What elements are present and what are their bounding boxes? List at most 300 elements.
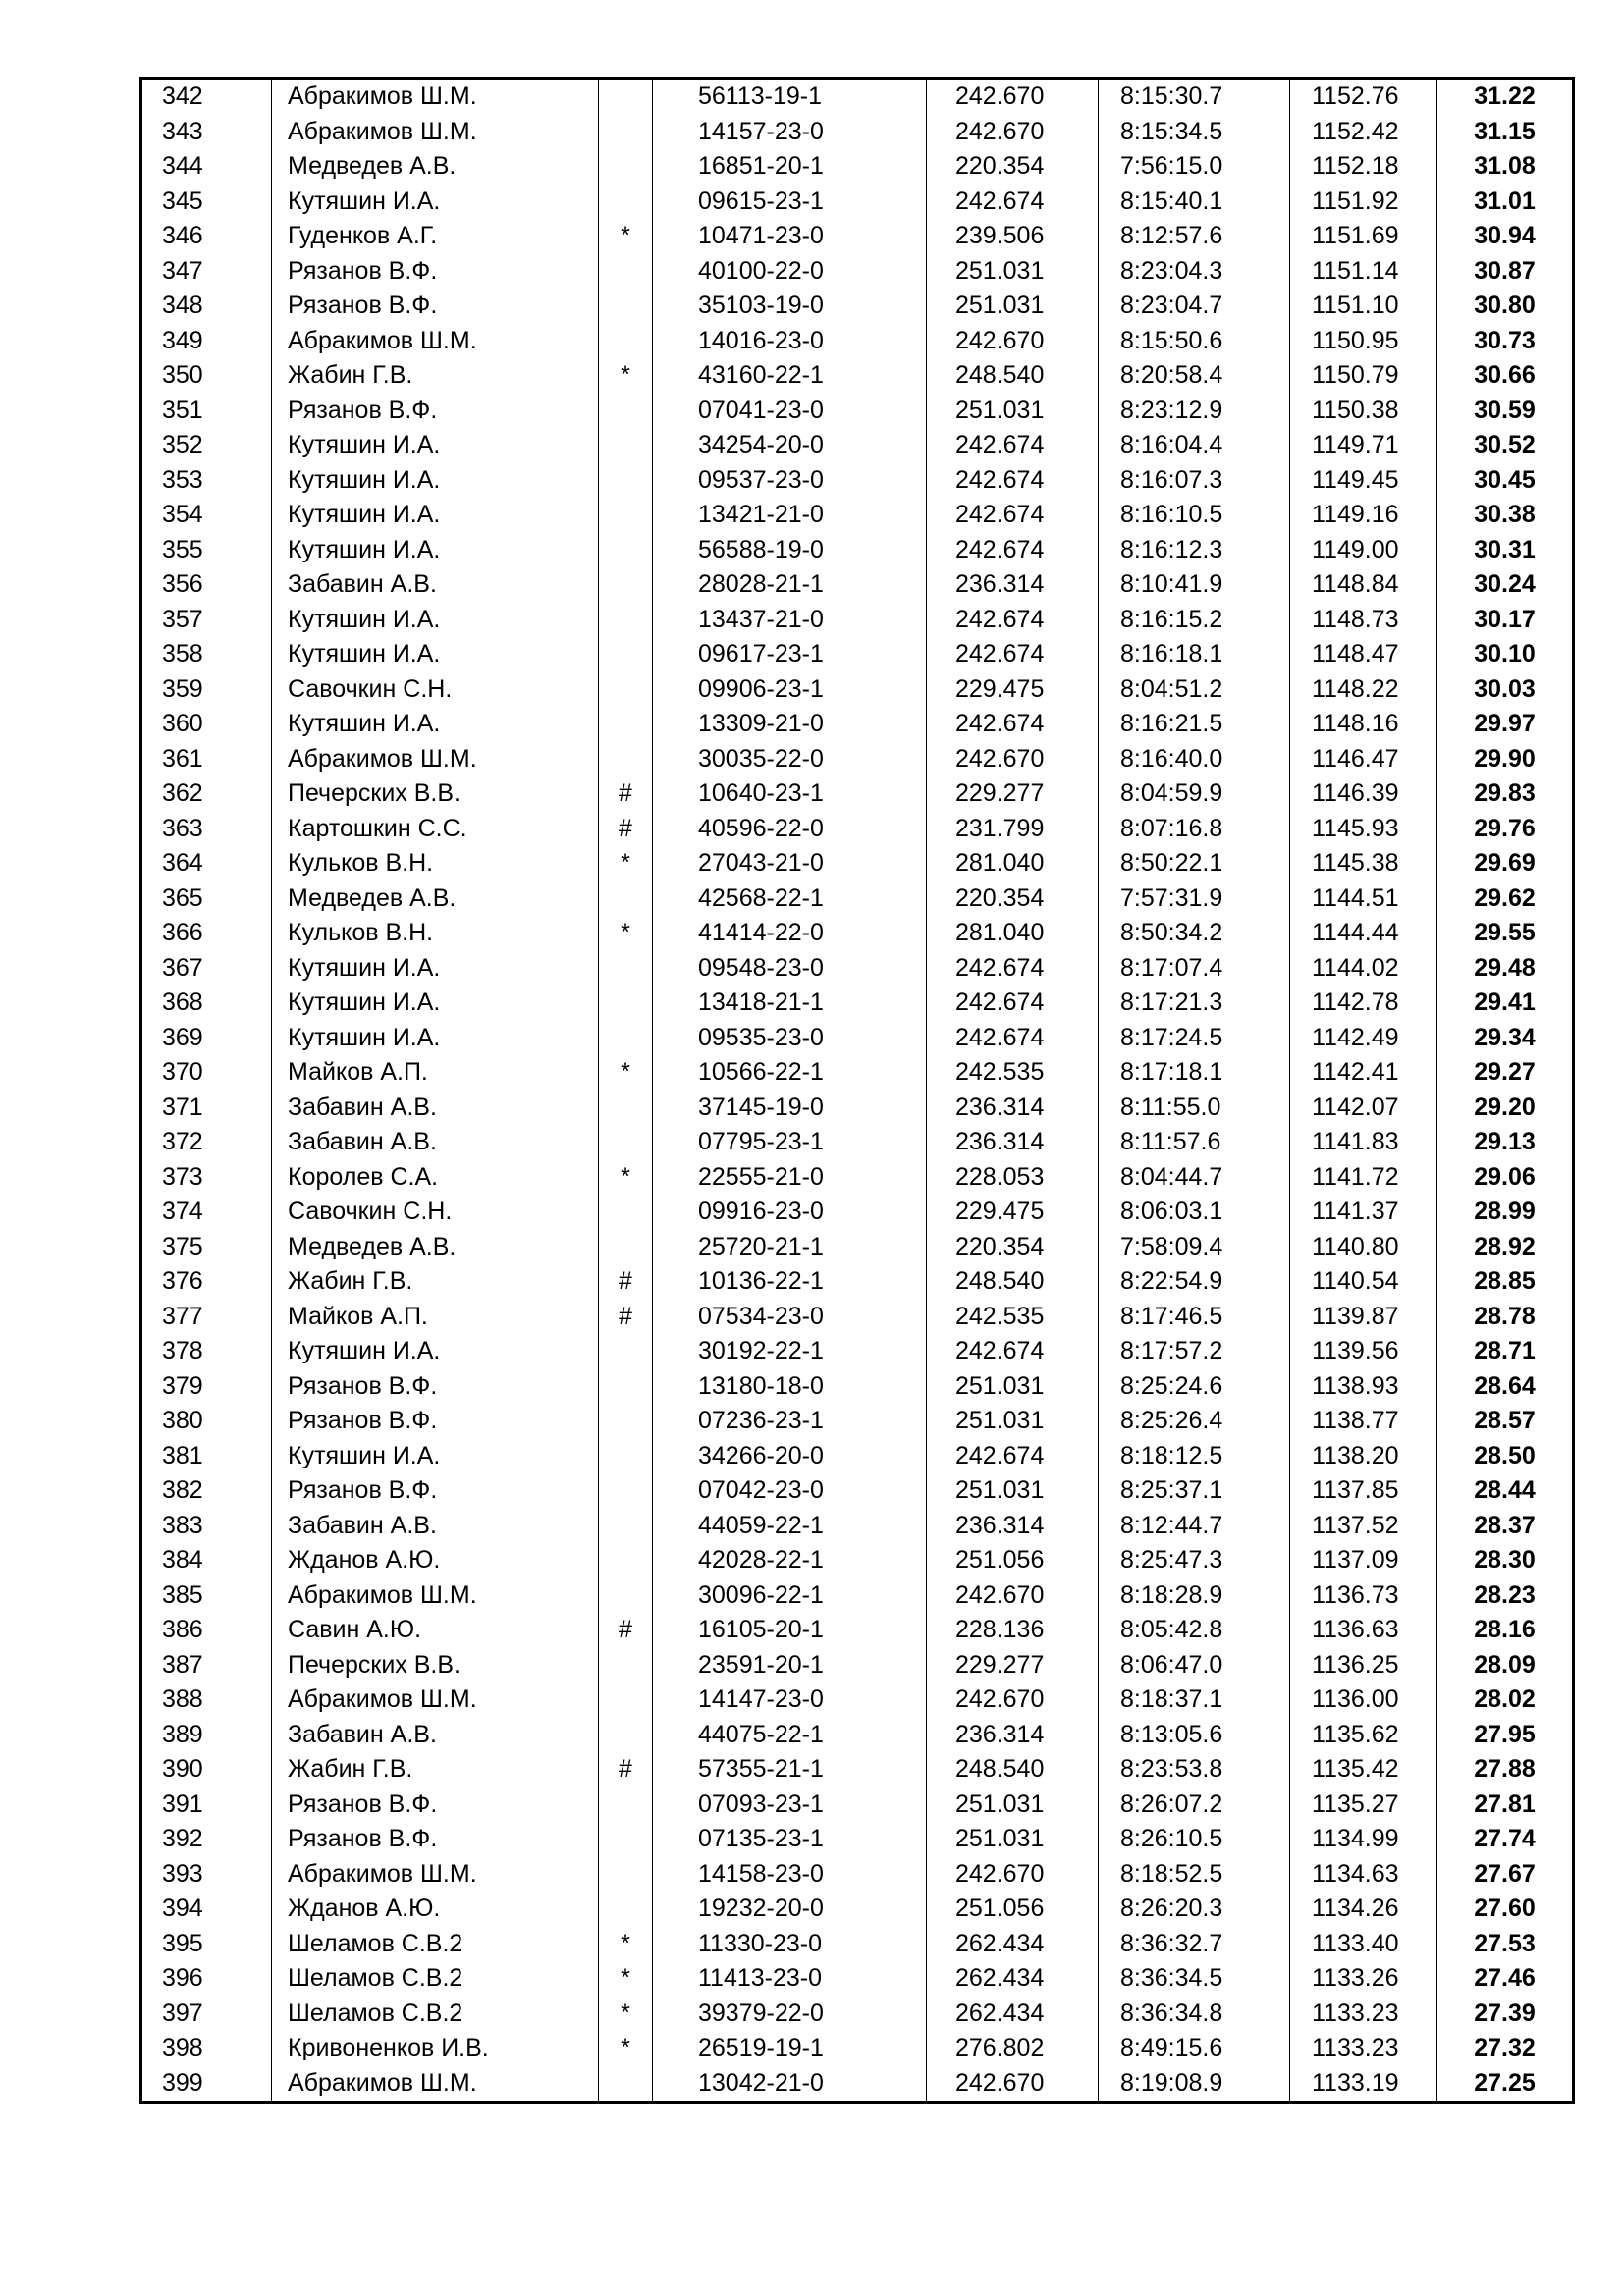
table-row: [141, 428, 1574, 463]
points-cell: 29.48: [1437, 951, 1574, 987]
flight-time-cell: 8:49:15.6: [1099, 2031, 1290, 2066]
speed-cell: 1141.83: [1290, 1125, 1437, 1160]
ring-number-cell: 10471-23-0: [653, 219, 927, 254]
mark-cell: [599, 1822, 653, 1857]
distance-cell: 262.434: [927, 1997, 1099, 2032]
place-cell: 370: [162, 1058, 203, 1086]
distance-cell: 228.136: [927, 1613, 1099, 1648]
place-cell: 381: [162, 1441, 203, 1469]
points-cell: 28.23: [1437, 1578, 1574, 1614]
ring-number-cell: 13418-21-1: [653, 986, 927, 1021]
distance-cell: 220.354: [927, 1230, 1099, 1265]
speed-cell: 1135.27: [1290, 1788, 1437, 1823]
fancier-name-cell: Кутяшин И.А.: [272, 603, 599, 638]
table-row: [141, 637, 1574, 672]
ring-number-cell: 11413-23-0: [653, 1961, 927, 1997]
points-cell: 30.17: [1437, 603, 1574, 638]
distance-cell: 228.053: [927, 1160, 1099, 1196]
distance-cell: 242.674: [927, 533, 1099, 568]
table-row: [141, 1091, 1574, 1126]
ring-number-cell: 42568-22-1: [653, 881, 927, 917]
place-cell: 396: [162, 1964, 203, 1992]
distance-cell: 242.674: [927, 1439, 1099, 1474]
flight-time-cell: 8:19:08.9: [1099, 2066, 1290, 2103]
points-cell: 30.31: [1437, 533, 1574, 568]
place-cell: 385: [162, 1580, 203, 1609]
place-cell: 394: [162, 1895, 203, 1922]
mark-cell: [599, 428, 653, 463]
speed-cell: 1140.80: [1290, 1230, 1437, 1265]
fancier-name-cell: Кутяшин И.А.: [272, 463, 599, 499]
points-cell: 30.03: [1437, 672, 1574, 708]
speed-cell: 1137.09: [1290, 1543, 1437, 1578]
speed-cell: 1142.07: [1290, 1091, 1437, 1126]
fancier-name-cell: Кутяшин И.А.: [272, 1334, 599, 1369]
place-cell: 383: [162, 1511, 203, 1539]
ring-number-cell: 16851-20-1: [653, 149, 927, 185]
ring-number-cell: 07135-23-1: [653, 1822, 927, 1857]
fancier-name-cell: Забавин А.В.: [272, 1718, 599, 1753]
speed-cell: 1133.40: [1290, 1927, 1437, 1962]
speed-cell: 1136.73: [1290, 1578, 1437, 1614]
points-cell: 31.08: [1437, 149, 1574, 185]
mark-cell: *: [599, 219, 653, 254]
distance-cell: 242.674: [927, 498, 1099, 533]
speed-cell: 1148.16: [1290, 707, 1437, 742]
distance-cell: 229.475: [927, 672, 1099, 708]
mark-cell: [599, 2066, 653, 2103]
ring-number-cell: 10640-23-1: [653, 776, 927, 812]
fancier-name-cell: Забавин А.В.: [272, 1125, 599, 1160]
points-cell: 28.78: [1437, 1300, 1574, 1335]
flight-time-cell: 8:10:41.9: [1099, 567, 1290, 603]
points-cell: 27.53: [1437, 1927, 1574, 1962]
fancier-name-cell: Рязанов В.Ф.: [272, 1473, 599, 1509]
flight-time-cell: 8:18:28.9: [1099, 1578, 1290, 1614]
fancier-name-cell: Кутяшин И.А.: [272, 498, 599, 533]
flight-time-cell: 8:18:12.5: [1099, 1439, 1290, 1474]
distance-cell: 242.674: [927, 603, 1099, 638]
mark-cell: #: [599, 812, 653, 847]
ring-number-cell: 14016-23-0: [653, 324, 927, 359]
mark-cell: [599, 1230, 653, 1265]
mark-cell: [599, 1857, 653, 1893]
points-cell: 27.39: [1437, 1997, 1574, 2032]
table-row: [141, 567, 1574, 603]
flight-time-cell: 8:12:57.6: [1099, 219, 1290, 254]
distance-cell: 242.674: [927, 463, 1099, 499]
speed-cell: 1144.44: [1290, 916, 1437, 951]
place-cell: 360: [162, 710, 203, 737]
table-row: [141, 1404, 1574, 1439]
table-row: [141, 1055, 1574, 1091]
speed-cell: 1133.26: [1290, 1961, 1437, 1997]
distance-cell: 220.354: [927, 149, 1099, 185]
mark-cell: [599, 533, 653, 568]
place-cell: 376: [162, 1267, 203, 1295]
speed-cell: 1136.25: [1290, 1648, 1437, 1683]
mark-cell: *: [599, 2031, 653, 2066]
results-body: [141, 79, 1574, 2103]
speed-cell: 1151.14: [1290, 254, 1437, 290]
mark-cell: [599, 951, 653, 987]
points-cell: 29.97: [1437, 707, 1574, 742]
mark-cell: *: [599, 1961, 653, 1997]
speed-cell: 1144.51: [1290, 881, 1437, 917]
points-cell: 30.10: [1437, 637, 1574, 672]
points-cell: 30.52: [1437, 428, 1574, 463]
ring-number-cell: 13421-21-0: [653, 498, 927, 533]
place-cell: 369: [162, 1023, 203, 1051]
table-row: [141, 1927, 1574, 1962]
ring-number-cell: 30192-22-1: [653, 1334, 927, 1369]
flight-time-cell: 8:15:34.5: [1099, 115, 1290, 150]
distance-cell: 220.354: [927, 881, 1099, 917]
place-cell: 366: [162, 919, 203, 946]
fancier-name-cell: Майков А.П.: [272, 1300, 599, 1335]
fancier-name-cell: Кутяшин И.А.: [272, 185, 599, 220]
flight-time-cell: 8:04:59.9: [1099, 776, 1290, 812]
place-cell: 355: [162, 535, 203, 563]
distance-cell: 251.056: [927, 1543, 1099, 1578]
ring-number-cell: 40100-22-0: [653, 254, 927, 290]
points-cell: 30.59: [1437, 394, 1574, 429]
flight-time-cell: 8:22:54.9: [1099, 1264, 1290, 1300]
speed-cell: 1142.49: [1290, 1021, 1437, 1056]
ring-number-cell: 09537-23-0: [653, 463, 927, 499]
points-cell: 28.09: [1437, 1648, 1574, 1683]
table-row: [141, 2031, 1574, 2066]
flight-time-cell: 8:13:05.6: [1099, 1718, 1290, 1753]
distance-cell: 242.535: [927, 1055, 1099, 1091]
points-cell: 27.81: [1437, 1788, 1574, 1823]
speed-cell: 1136.00: [1290, 1682, 1437, 1718]
table-row: [141, 1578, 1574, 1614]
ring-number-cell: 09548-23-0: [653, 951, 927, 987]
mark-cell: [599, 79, 653, 115]
points-cell: 29.83: [1437, 776, 1574, 812]
mark-cell: [599, 1718, 653, 1753]
fancier-name-cell: Рязанов В.Ф.: [272, 1369, 599, 1405]
fancier-name-cell: Абракимов Ш.М.: [272, 2066, 599, 2103]
mark-cell: [599, 149, 653, 185]
mark-cell: *: [599, 1997, 653, 2032]
distance-cell: 242.674: [927, 951, 1099, 987]
table-row: [141, 1021, 1574, 1056]
speed-cell: 1135.42: [1290, 1752, 1437, 1788]
fancier-name-cell: Абракимов Ш.М.: [272, 1857, 599, 1893]
speed-cell: 1152.76: [1290, 79, 1437, 115]
place-cell: 379: [162, 1371, 203, 1400]
ring-number-cell: 44059-22-1: [653, 1509, 927, 1544]
mark-cell: [599, 881, 653, 917]
mark-cell: [599, 637, 653, 672]
distance-cell: 242.674: [927, 428, 1099, 463]
flight-time-cell: 8:36:34.5: [1099, 1961, 1290, 1997]
place-cell: 364: [162, 849, 203, 877]
table-row: [141, 394, 1574, 429]
place-cell: 374: [162, 1198, 203, 1225]
mark-cell: [599, 1091, 653, 1126]
mark-cell: *: [599, 1055, 653, 1091]
ring-number-cell: 13180-18-0: [653, 1369, 927, 1405]
ring-number-cell: 27043-21-0: [653, 846, 927, 881]
points-cell: 29.41: [1437, 986, 1574, 1021]
mark-cell: #: [599, 776, 653, 812]
flight-time-cell: 8:50:34.2: [1099, 916, 1290, 951]
distance-cell: 262.434: [927, 1961, 1099, 1997]
distance-cell: 251.031: [927, 1404, 1099, 1439]
ring-number-cell: 34266-20-0: [653, 1439, 927, 1474]
fancier-name-cell: Рязанов В.Ф.: [272, 1788, 599, 1823]
place-cell: 356: [162, 570, 203, 598]
flight-time-cell: 8:18:37.1: [1099, 1682, 1290, 1718]
distance-cell: 236.314: [927, 1091, 1099, 1126]
points-cell: 28.50: [1437, 1439, 1574, 1474]
place-cell: 363: [162, 814, 203, 842]
fancier-name-cell: Рязанов В.Ф.: [272, 1822, 599, 1857]
distance-cell: 236.314: [927, 1718, 1099, 1753]
flight-time-cell: 8:17:21.3: [1099, 986, 1290, 1021]
speed-cell: 1144.02: [1290, 951, 1437, 987]
place-cell: 354: [162, 501, 203, 528]
ring-number-cell: 10566-22-1: [653, 1055, 927, 1091]
fancier-name-cell: Рязанов В.Ф.: [272, 394, 599, 429]
points-cell: 31.15: [1437, 115, 1574, 150]
fancier-name-cell: Кривоненков И.В.: [272, 2031, 599, 2066]
place-cell: 372: [162, 1128, 203, 1155]
ring-number-cell: 40596-22-0: [653, 812, 927, 847]
speed-cell: 1135.62: [1290, 1718, 1437, 1753]
table-row: [141, 742, 1574, 777]
ring-number-cell: 42028-22-1: [653, 1543, 927, 1578]
table-row: [141, 672, 1574, 708]
points-cell: 30.94: [1437, 219, 1574, 254]
mark-cell: [599, 185, 653, 220]
flight-time-cell: 8:17:07.4: [1099, 951, 1290, 987]
fancier-name-cell: Жабин Г.В.: [272, 1264, 599, 1300]
points-cell: 30.80: [1437, 289, 1574, 324]
fancier-name-cell: Кутяшин И.А.: [272, 951, 599, 987]
table-row: [141, 1125, 1574, 1160]
ring-number-cell: 09906-23-1: [653, 672, 927, 708]
flight-time-cell: 8:26:20.3: [1099, 1892, 1290, 1927]
ring-number-cell: 07534-23-0: [653, 1300, 927, 1335]
mark-cell: *: [599, 846, 653, 881]
table-row: [141, 1961, 1574, 1997]
speed-cell: 1145.38: [1290, 846, 1437, 881]
points-cell: 27.60: [1437, 1892, 1574, 1927]
flight-time-cell: 8:26:07.2: [1099, 1788, 1290, 1823]
fancier-name-cell: Савочкин С.Н.: [272, 672, 599, 708]
table-row: [141, 533, 1574, 568]
distance-cell: 251.031: [927, 1369, 1099, 1405]
distance-cell: 242.670: [927, 2066, 1099, 2103]
fancier-name-cell: Жабин Г.В.: [272, 1752, 599, 1788]
speed-cell: 1141.72: [1290, 1160, 1437, 1196]
fancier-name-cell: Кульков В.Н.: [272, 916, 599, 951]
table-row: [141, 812, 1574, 847]
points-cell: 28.37: [1437, 1509, 1574, 1544]
ring-number-cell: 30096-22-1: [653, 1578, 927, 1614]
speed-cell: 1138.20: [1290, 1439, 1437, 1474]
points-cell: 30.38: [1437, 498, 1574, 533]
ring-number-cell: 43160-22-1: [653, 358, 927, 394]
table-row: [141, 1857, 1574, 1893]
ring-number-cell: 16105-20-1: [653, 1613, 927, 1648]
distance-cell: 251.031: [927, 254, 1099, 290]
table-row: [141, 358, 1574, 394]
mark-cell: *: [599, 1927, 653, 1962]
flight-time-cell: 8:16:18.1: [1099, 637, 1290, 672]
points-cell: 31.22: [1437, 79, 1574, 115]
speed-cell: 1134.63: [1290, 1857, 1437, 1893]
mark-cell: [599, 115, 653, 150]
place-cell: 362: [162, 779, 203, 807]
mark-cell: #: [599, 1752, 653, 1788]
mark-cell: [599, 1578, 653, 1614]
place-cell: 386: [162, 1616, 203, 1643]
fancier-name-cell: Кутяшин И.А.: [272, 637, 599, 672]
place-cell: 361: [162, 744, 203, 773]
fancier-name-cell: Абракимов Ш.М.: [272, 1682, 599, 1718]
fancier-name-cell: Кутяшин И.А.: [272, 533, 599, 568]
table-row: [141, 1264, 1574, 1300]
flight-time-cell: 8:17:18.1: [1099, 1055, 1290, 1091]
mark-cell: [599, 1509, 653, 1544]
table-row: [141, 1369, 1574, 1405]
distance-cell: 242.674: [927, 1021, 1099, 1056]
ring-number-cell: 09535-23-0: [653, 1021, 927, 1056]
place-cell: 377: [162, 1302, 203, 1330]
place-cell: 357: [162, 605, 203, 633]
place-cell: 365: [162, 883, 203, 912]
mark-cell: *: [599, 916, 653, 951]
table-row: [141, 1195, 1574, 1230]
speed-cell: 1133.23: [1290, 1997, 1437, 2032]
ring-number-cell: 09617-23-1: [653, 637, 927, 672]
points-cell: 29.76: [1437, 812, 1574, 847]
fancier-name-cell: Гуденков А.Г.: [272, 219, 599, 254]
fancier-name-cell: Королев С.А.: [272, 1160, 599, 1196]
fancier-name-cell: Абракимов Ш.М.: [272, 79, 599, 115]
place-cell: 344: [162, 152, 203, 180]
points-cell: 30.66: [1437, 358, 1574, 394]
distance-cell: 251.056: [927, 1892, 1099, 1927]
table-row: [141, 916, 1574, 951]
speed-cell: 1145.93: [1290, 812, 1437, 847]
ring-number-cell: 26519-19-1: [653, 2031, 927, 2066]
mark-cell: [599, 1543, 653, 1578]
fancier-name-cell: Шеламов С.В.2: [272, 1997, 599, 2032]
table-row: [141, 324, 1574, 359]
table-row: [141, 881, 1574, 917]
ring-number-cell: 07236-23-1: [653, 1404, 927, 1439]
speed-cell: 1148.73: [1290, 603, 1437, 638]
flight-time-cell: 8:12:44.7: [1099, 1509, 1290, 1544]
distance-cell: 239.506: [927, 219, 1099, 254]
table-row: [141, 1613, 1574, 1648]
mark-cell: [599, 1021, 653, 1056]
mark-cell: *: [599, 1160, 653, 1196]
table-row: [141, 1788, 1574, 1823]
flight-time-cell: 8:36:34.8: [1099, 1997, 1290, 2032]
mark-cell: [599, 567, 653, 603]
points-cell: 29.27: [1437, 1055, 1574, 1091]
flight-time-cell: 8:16:07.3: [1099, 463, 1290, 499]
distance-cell: 242.670: [927, 115, 1099, 150]
fancier-name-cell: Савочкин С.Н.: [272, 1195, 599, 1230]
speed-cell: 1139.87: [1290, 1300, 1437, 1335]
points-cell: 29.90: [1437, 742, 1574, 777]
ring-number-cell: 13437-21-0: [653, 603, 927, 638]
flight-time-cell: 8:04:51.2: [1099, 672, 1290, 708]
table-row: [141, 1648, 1574, 1683]
distance-cell: 242.670: [927, 1578, 1099, 1614]
mark-cell: #: [599, 1613, 653, 1648]
points-cell: 29.13: [1437, 1125, 1574, 1160]
fancier-name-cell: Кутяшин И.А.: [272, 707, 599, 742]
flight-time-cell: 8:26:10.5: [1099, 1822, 1290, 1857]
table-row: [141, 498, 1574, 533]
points-cell: 28.02: [1437, 1682, 1574, 1718]
flight-time-cell: 8:16:12.3: [1099, 533, 1290, 568]
flight-time-cell: 8:07:16.8: [1099, 812, 1290, 847]
place-cell: 368: [162, 988, 203, 1016]
flight-time-cell: 8:15:40.1: [1099, 185, 1290, 220]
fancier-name-cell: Печерских В.В.: [272, 1648, 599, 1683]
fancier-name-cell: Жданов А.Ю.: [272, 1543, 599, 1578]
points-cell: 29.62: [1437, 881, 1574, 917]
speed-cell: 1136.63: [1290, 1613, 1437, 1648]
fancier-name-cell: Печерских В.В.: [272, 776, 599, 812]
table-row: [141, 1300, 1574, 1335]
table-row: [141, 1892, 1574, 1927]
points-cell: 28.92: [1437, 1230, 1574, 1265]
place-cell: 391: [162, 1789, 203, 1818]
distance-cell: 236.314: [927, 1125, 1099, 1160]
distance-cell: 242.670: [927, 1857, 1099, 1893]
fancier-name-cell: Шеламов С.В.2: [272, 1961, 599, 1997]
place-cell: 387: [162, 1650, 203, 1679]
table-row: [141, 986, 1574, 1021]
ring-number-cell: 30035-22-0: [653, 742, 927, 777]
mark-cell: [599, 1439, 653, 1474]
mark-cell: [599, 1334, 653, 1369]
distance-cell: 251.031: [927, 1788, 1099, 1823]
fancier-name-cell: Кутяшин И.А.: [272, 986, 599, 1021]
speed-cell: 1139.56: [1290, 1334, 1437, 1369]
mark-cell: [599, 394, 653, 429]
ring-number-cell: 28028-21-1: [653, 567, 927, 603]
fancier-name-cell: Медведев А.В.: [272, 1230, 599, 1265]
ring-number-cell: 37145-19-0: [653, 1091, 927, 1126]
table-row: [141, 707, 1574, 742]
points-cell: 27.32: [1437, 2031, 1574, 2066]
table-row: [141, 1822, 1574, 1857]
distance-cell: 248.540: [927, 1752, 1099, 1788]
mark-cell: [599, 707, 653, 742]
points-cell: 28.64: [1437, 1369, 1574, 1405]
table-row: [141, 219, 1574, 254]
speed-cell: 1148.47: [1290, 637, 1437, 672]
distance-cell: 251.031: [927, 289, 1099, 324]
distance-cell: 281.040: [927, 916, 1099, 951]
fancier-name-cell: Савин А.Ю.: [272, 1613, 599, 1648]
flight-time-cell: 8:15:50.6: [1099, 324, 1290, 359]
speed-cell: 1137.52: [1290, 1509, 1437, 1544]
table-row: [141, 1543, 1574, 1578]
